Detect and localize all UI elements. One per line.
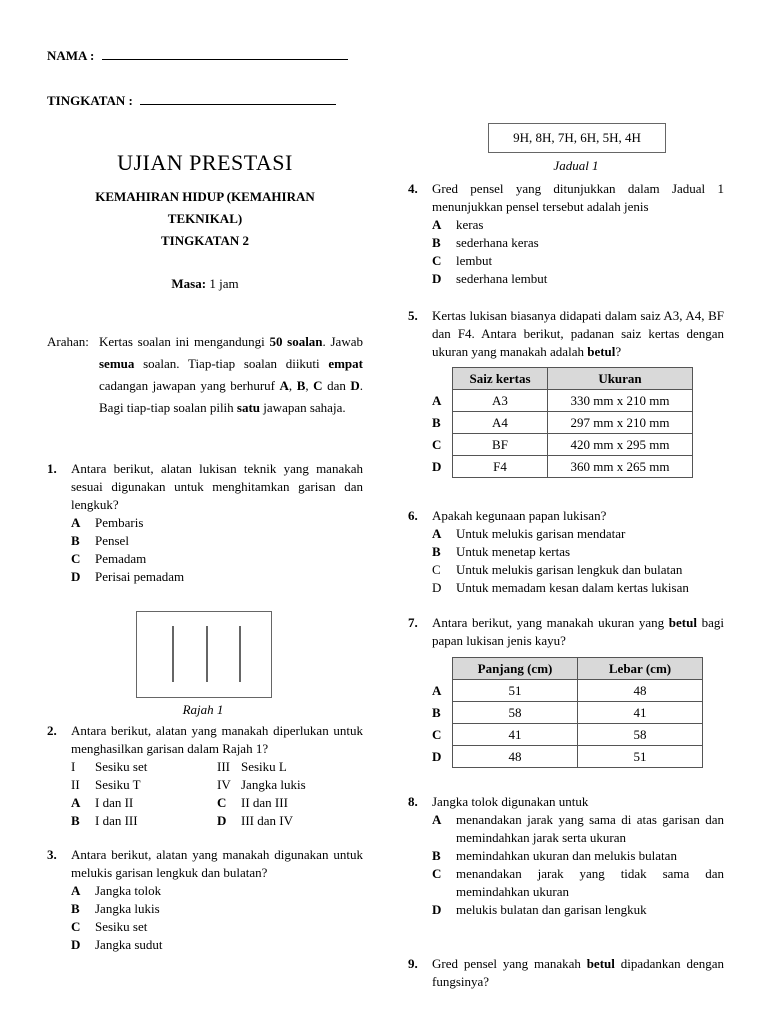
option-b[interactable]	[432, 543, 732, 561]
instr-dan: dan	[322, 378, 351, 393]
form-field	[47, 92, 336, 109]
option-c[interactable]	[432, 865, 724, 901]
column-header: Saiz kertas	[453, 368, 548, 390]
option-key: A	[432, 526, 442, 541]
question-4	[408, 180, 724, 288]
instr-b4: satu	[236, 400, 261, 415]
option-text: I dan II	[95, 795, 134, 810]
instr-t1: Kertas soalan ini mengandungi	[99, 334, 270, 349]
option-b[interactable]	[71, 812, 217, 830]
option-key: D	[71, 569, 81, 584]
table-caption: Jadual 1	[553, 158, 599, 173]
option-b[interactable]	[432, 234, 724, 252]
option-row	[71, 812, 363, 830]
instr-ba: A	[279, 378, 289, 393]
name-label: NAMA :	[47, 48, 95, 63]
option-key: A	[432, 217, 442, 232]
statement-iii	[217, 758, 363, 776]
option-key: C	[71, 919, 81, 934]
option-text: Jangka sudut	[95, 937, 163, 952]
statement-row	[71, 776, 363, 794]
option-text: lembut	[456, 253, 493, 268]
question-6	[408, 507, 732, 597]
question-number: 2.	[47, 723, 57, 738]
option-text: Sesiku set	[95, 919, 148, 934]
question-number: 3.	[47, 847, 57, 862]
table-cell: 51	[453, 680, 578, 702]
duration-label: Masa:	[171, 276, 207, 291]
option-key: A	[71, 795, 81, 810]
option-text: Jangka lukis	[95, 901, 160, 916]
option-text: Pembaris	[95, 515, 144, 530]
row-key: A	[432, 682, 442, 698]
option-key: A	[432, 812, 442, 827]
question-text-part: dipadankan dengan fungsinya?	[432, 956, 724, 989]
table-cell: A4	[453, 412, 548, 434]
option-text: melukis bulatan dan garisan lengkuk	[456, 902, 647, 917]
question-text-part: Kertas lukisan biasanya didapati dalam saiz A3, A4, BF dan F4. Antara berikut, padanan saiz kertas dengan ukuran yang manakah adalah	[432, 308, 724, 359]
question-number: 1.	[47, 461, 57, 476]
figure-caption: Rajah 1	[182, 702, 224, 717]
statement-iv	[217, 776, 363, 794]
option-d[interactable]	[432, 579, 732, 597]
name-field	[47, 47, 348, 64]
page-title: UJIAN PRESTASI	[117, 150, 293, 175]
option-key: B	[71, 533, 80, 548]
table-cell: F4	[453, 456, 548, 478]
option-a[interactable]	[432, 811, 724, 847]
row-key: D	[432, 748, 442, 764]
form-blank[interactable]	[140, 92, 336, 105]
option-text: sederhana lembut	[456, 271, 548, 286]
option-text: III dan IV	[241, 813, 293, 828]
table-cell: 48	[578, 680, 703, 702]
statement-key: III	[217, 759, 230, 774]
option-d[interactable]	[217, 812, 363, 830]
option-text: Perisai pemadam	[95, 569, 185, 584]
question-5	[408, 307, 724, 361]
statement-text: Sesiku L	[241, 759, 287, 774]
option-b[interactable]	[71, 900, 363, 918]
option-d[interactable]	[432, 270, 724, 288]
table-row[interactable]	[432, 680, 703, 702]
option-key: A	[71, 883, 81, 898]
option-text: menandakan jarak yang tidak sama dan memindahkan ukuran	[456, 866, 724, 899]
option-b[interactable]	[71, 532, 363, 550]
header-spacer	[432, 658, 453, 680]
table-cell: 41	[453, 724, 578, 746]
option-d[interactable]	[71, 568, 363, 586]
table-jadual-1: 9H, 8H, 7H, 6H, 5H, 4H	[488, 123, 666, 153]
question-2	[47, 722, 363, 830]
statement-key: IV	[217, 777, 231, 792]
option-key: D	[432, 271, 442, 286]
question-number: 7.	[408, 615, 418, 630]
option-key: C	[432, 866, 442, 881]
statement-row	[71, 758, 363, 776]
instr-c1: ,	[288, 378, 297, 393]
duration	[47, 276, 363, 292]
question-7	[408, 614, 724, 650]
question-8	[408, 793, 724, 919]
instr-b1: 50 soalan	[269, 334, 323, 349]
name-blank[interactable]	[102, 47, 348, 60]
option-key: D	[71, 937, 81, 952]
row-key: A	[432, 392, 442, 408]
question-number: 5.	[408, 308, 418, 323]
instructions-label: Arahan:	[47, 334, 89, 349]
instructions-text	[99, 331, 363, 419]
table-header-row	[432, 368, 693, 390]
option-key: D	[217, 813, 227, 828]
parallel-lines-figure	[137, 612, 271, 697]
question-9	[408, 955, 724, 991]
option-c[interactable]	[432, 561, 732, 579]
subject-line-2: TEKNIKAL)	[167, 211, 243, 226]
header-spacer	[432, 368, 453, 390]
table-row[interactable]	[432, 390, 693, 412]
question-text: Gred pensel yang ditunjukkan dalam Jadual 1 menunjukkan pensel tersebut adalah jenis	[432, 181, 724, 214]
option-key: B	[432, 544, 441, 559]
option-b[interactable]	[432, 847, 724, 865]
question-text: Apakah kegunaan papan lukisan?	[432, 508, 607, 523]
question-number: 4.	[408, 181, 418, 196]
q7-table	[432, 657, 703, 768]
option-key: B	[432, 235, 441, 250]
table-row[interactable]	[432, 702, 703, 724]
option-d[interactable]	[71, 936, 363, 954]
statement-text: Jangka lukis	[241, 777, 306, 792]
table-cell: BF	[453, 434, 548, 456]
table-cell: 48	[453, 746, 578, 768]
row-key: C	[432, 436, 442, 452]
option-key: C	[432, 253, 442, 268]
instr-t3: soalan. Tiap-tiap soalan diikuti	[134, 356, 329, 371]
question-text-emphasis: betul	[668, 615, 697, 630]
question-text	[432, 955, 724, 991]
option-a[interactable]	[432, 216, 724, 234]
option-text: Untuk melukis garisan lengkuk dan bulatan	[456, 562, 683, 577]
option-c[interactable]	[71, 918, 363, 936]
column-header: Ukuran	[548, 368, 693, 390]
statement-key: II	[71, 777, 80, 792]
question-number: 6.	[408, 508, 418, 523]
option-text: memindahkan ukuran dan melukis bulatan	[456, 848, 677, 863]
table-row[interactable]	[432, 434, 693, 456]
statement-i	[71, 758, 217, 776]
question-text-emphasis: betul	[587, 344, 616, 359]
table-cell: 41	[578, 702, 703, 724]
table-cell: 51	[578, 746, 703, 768]
table-row[interactable]	[432, 412, 693, 434]
option-a[interactable]	[432, 525, 732, 543]
instr-b2: semua	[99, 356, 135, 371]
question-3	[47, 846, 363, 954]
option-key: C	[432, 562, 441, 577]
row-key: B	[432, 414, 441, 430]
option-key: C	[71, 551, 81, 566]
question-number: 9.	[408, 956, 418, 971]
question-number: 8.	[408, 794, 418, 809]
option-text: Jangka tolok	[95, 883, 162, 898]
option-row	[71, 794, 363, 812]
question-text-part: bagi papan lukisan jenis kayu?	[432, 615, 724, 648]
row-key: C	[432, 726, 442, 742]
table-row[interactable]	[432, 724, 703, 746]
option-key: B	[432, 848, 441, 863]
question-text-emphasis: betul	[586, 956, 615, 971]
instr-b3: empat	[328, 356, 363, 371]
option-key: B	[71, 901, 80, 916]
table-cell: 420 mm x 295 mm	[548, 434, 693, 456]
instr-bb: B	[296, 378, 306, 393]
question-text: Antara berikut, alatan lukisan teknik yang manakah sesuai digunakan untuk menghitamkan garisan dan lengkuk?	[71, 461, 363, 512]
figure-rajah-1	[136, 611, 272, 698]
row-key: D	[432, 458, 442, 474]
instr-t6: jawapan sahaja.	[260, 400, 346, 415]
option-text: sederhana keras	[456, 235, 539, 250]
question-text: Jangka tolok digunakan untuk	[432, 794, 589, 809]
duration-value: 1 jam	[209, 276, 239, 291]
row-key: B	[432, 704, 441, 720]
q5-table	[432, 367, 693, 478]
table-row[interactable]	[432, 456, 693, 478]
table-cell: 360 mm x 265 mm	[548, 456, 693, 478]
option-text: Untuk menetap kertas	[456, 544, 571, 559]
question-text: Antara berikut, alatan yang manakah diperlukan untuk menghasilkan garisan dalam Rajah 1?	[71, 723, 363, 756]
statement-text: Sesiku T	[95, 777, 141, 792]
option-text: Untuk memadam kesan dalam kertas lukisan	[456, 580, 689, 595]
subject-title	[47, 186, 363, 252]
instructions	[47, 331, 363, 419]
question-text	[432, 614, 724, 650]
option-key: C	[217, 795, 227, 810]
question-text-part: Antara berikut, yang manakah ukuran yang	[432, 615, 669, 630]
statement-ii	[71, 776, 217, 794]
question-text-part: Gred pensel yang manakah	[432, 956, 587, 971]
option-c[interactable]	[432, 252, 724, 270]
instr-t5: . Bagi tiap-tiap soalan pilih	[99, 378, 364, 415]
instr-c2: ,	[305, 378, 314, 393]
option-text: menandakan jarak yang sama di atas garisan dan memindahkan jarak serta ukuran	[456, 812, 724, 845]
instr-t4: cadangan jawapan yang berhuruf	[99, 378, 280, 393]
option-a[interactable]	[71, 882, 363, 900]
form-label: TINGKATAN :	[47, 93, 133, 108]
option-text: keras	[456, 217, 484, 232]
option-text: Pensel	[95, 533, 129, 548]
option-a[interactable]	[71, 794, 217, 812]
table-cell: 297 mm x 210 mm	[548, 412, 693, 434]
question-text-part: ?	[615, 344, 622, 359]
option-key: A	[71, 515, 81, 530]
option-text: Pemadam	[95, 551, 147, 566]
option-c[interactable]	[217, 794, 363, 812]
option-text: I dan III	[95, 813, 138, 828]
statement-text: Sesiku set	[95, 759, 148, 774]
option-text: Untuk melukis garisan mendatar	[456, 526, 626, 541]
question-1	[47, 460, 363, 586]
statement-key: I	[71, 759, 76, 774]
question-text	[432, 307, 724, 361]
column-header: Panjang (cm)	[453, 658, 578, 680]
column-header: Lebar (cm)	[578, 658, 703, 680]
option-text: II dan III	[241, 795, 288, 810]
option-c[interactable]	[71, 550, 363, 568]
option-key: D	[432, 902, 442, 917]
table-cell: 58	[453, 702, 578, 724]
option-key: D	[432, 580, 442, 595]
table-cell: A3	[453, 390, 548, 412]
form-level: TINGKATAN 2	[161, 233, 249, 248]
option-key: B	[71, 813, 80, 828]
table-cell: 330 mm x 210 mm	[548, 390, 693, 412]
instr-bc: C	[313, 378, 323, 393]
table-row[interactable]	[432, 746, 703, 768]
instr-t2: . Jawab	[322, 334, 363, 349]
subject-line-1: KEMAHIRAN HIDUP (KEMAHIRAN	[95, 189, 315, 204]
table-cell: 58	[578, 724, 703, 746]
instr-bd: D	[350, 378, 360, 393]
option-a[interactable]	[71, 514, 363, 532]
option-d[interactable]	[432, 901, 724, 919]
question-text: Antara berikut, alatan yang manakah digunakan untuk melukis garisan lengkuk dan bulatan?	[71, 847, 363, 880]
table-header-row	[432, 658, 703, 680]
